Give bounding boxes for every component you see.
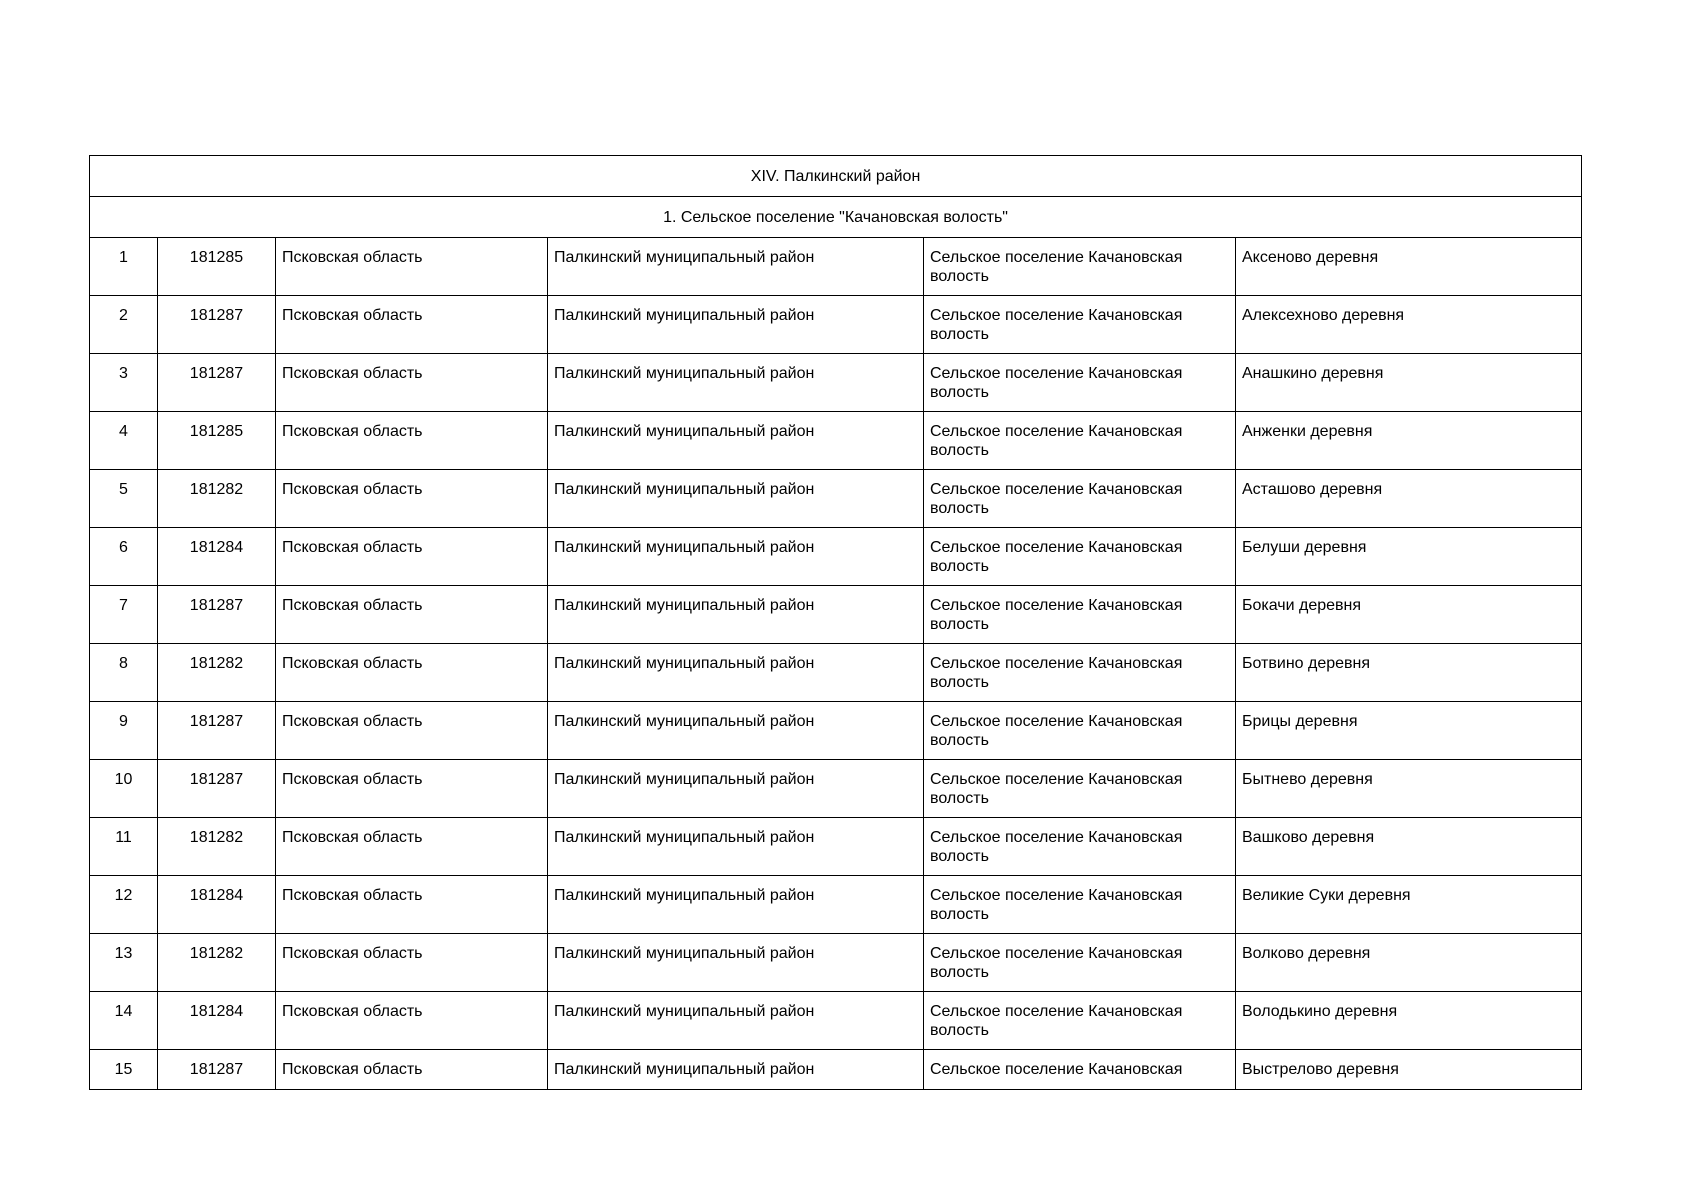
district-cell: Палкинский муниципальный район [548,760,924,818]
subsection-title: 1. Сельское поселение "Качановская волость" [90,197,1582,238]
locality-cell: Ботвино деревня [1236,644,1582,702]
table-row [90,992,1582,1050]
table-row [90,644,1582,702]
region-cell: Псковская область [276,238,548,296]
region-cell: Псковская область [276,644,548,702]
locality-cell: Алексехново деревня [1236,296,1582,354]
settlement-cell: Сельское поселение Качановская волость [924,470,1236,528]
settlement-cell: Сельское поселение Качановская волость [924,992,1236,1050]
region-cell: Псковская область [276,760,548,818]
row-number: 6 [90,528,158,586]
settlement-cell: Сельское поселение Качановская волость [924,760,1236,818]
locality-cell: Вашково деревня [1236,818,1582,876]
table-row [90,412,1582,470]
settlement-cell: Сельское поселение Качановская волость [924,586,1236,644]
settlement-cell: Сельское поселение Качановская волость [924,644,1236,702]
postal-index: 181287 [158,1050,276,1090]
table-row [90,702,1582,760]
region-cell: Псковская область [276,1050,548,1090]
region-cell: Псковская область [276,992,548,1050]
district-cell: Палкинский муниципальный район [548,354,924,412]
locality-cell: Бокачи деревня [1236,586,1582,644]
district-cell: Палкинский муниципальный район [548,644,924,702]
settlement-table [89,155,1582,1090]
locality-cell: Брицы деревня [1236,702,1582,760]
locality-cell: Анашкино деревня [1236,354,1582,412]
locality-cell: Выстрелово деревня [1236,1050,1582,1090]
district-cell: Палкинский муниципальный район [548,238,924,296]
postal-index: 181287 [158,296,276,354]
table-row [90,470,1582,528]
postal-index: 181282 [158,818,276,876]
postal-index: 181285 [158,238,276,296]
postal-index: 181284 [158,528,276,586]
row-number: 13 [90,934,158,992]
district-cell: Палкинский муниципальный район [548,528,924,586]
district-cell: Палкинский муниципальный район [548,412,924,470]
table-row [90,586,1582,644]
table-row [90,354,1582,412]
postal-index: 181284 [158,876,276,934]
region-cell: Псковская область [276,354,548,412]
row-number: 4 [90,412,158,470]
postal-index: 181287 [158,760,276,818]
region-cell: Псковская область [276,412,548,470]
locality-cell: Белуши деревня [1236,528,1582,586]
district-cell: Палкинский муниципальный район [548,934,924,992]
locality-cell: Аксеново деревня [1236,238,1582,296]
postal-index: 181287 [158,354,276,412]
row-number: 8 [90,644,158,702]
table-row [90,818,1582,876]
region-cell: Псковская область [276,586,548,644]
postal-index: 181285 [158,412,276,470]
row-number: 3 [90,354,158,412]
district-cell: Палкинский муниципальный район [548,992,924,1050]
table-row [90,238,1582,296]
district-cell: Палкинский муниципальный район [548,296,924,354]
district-cell: Палкинский муниципальный район [548,702,924,760]
row-number: 11 [90,818,158,876]
settlement-cell: Сельское поселение Качановская волость [924,818,1236,876]
district-cell: Палкинский муниципальный район [548,876,924,934]
locality-cell: Бытнево деревня [1236,760,1582,818]
locality-cell: Великие Суки деревня [1236,876,1582,934]
postal-index: 181282 [158,470,276,528]
region-cell: Псковская область [276,818,548,876]
district-cell: Палкинский муниципальный район [548,818,924,876]
settlement-cell: Сельское поселение Качановская волость [924,876,1236,934]
row-number: 12 [90,876,158,934]
subsection-heading-row [90,197,1582,238]
settlement-cell: Сельское поселение Качановская волость [924,412,1236,470]
postal-index: 181282 [158,934,276,992]
row-number: 15 [90,1050,158,1090]
section-title: XIV. Палкинский район [90,156,1582,197]
settlement-cell: Сельское поселение Качановская волость [924,934,1236,992]
row-number: 7 [90,586,158,644]
region-cell: Псковская область [276,470,548,528]
row-number: 9 [90,702,158,760]
row-number: 2 [90,296,158,354]
section-heading-row [90,156,1582,197]
district-cell: Палкинский муниципальный район [548,470,924,528]
postal-index: 181282 [158,644,276,702]
settlement-cell: Сельское поселение Качановская волость [924,354,1236,412]
settlement-cell: Сельское поселение Качановская [924,1050,1236,1090]
row-number: 14 [90,992,158,1050]
region-cell: Псковская область [276,296,548,354]
row-number: 10 [90,760,158,818]
table-row [90,934,1582,992]
locality-cell: Асташово деревня [1236,470,1582,528]
settlement-cell: Сельское поселение Качановская волость [924,296,1236,354]
district-cell: Палкинский муниципальный район [548,1050,924,1090]
row-number: 1 [90,238,158,296]
locality-cell: Анженки деревня [1236,412,1582,470]
table-row [90,1050,1582,1090]
table-row [90,528,1582,586]
table-row [90,760,1582,818]
postal-index: 181287 [158,702,276,760]
row-number: 5 [90,470,158,528]
region-cell: Псковская область [276,934,548,992]
table-row [90,876,1582,934]
locality-cell: Володькино деревня [1236,992,1582,1050]
district-cell: Палкинский муниципальный район [548,586,924,644]
table-row [90,296,1582,354]
region-cell: Псковская область [276,702,548,760]
region-cell: Псковская область [276,528,548,586]
postal-index: 181284 [158,992,276,1050]
region-cell: Псковская область [276,876,548,934]
postal-index: 181287 [158,586,276,644]
settlement-cell: Сельское поселение Качановская волость [924,702,1236,760]
locality-cell: Волково деревня [1236,934,1582,992]
settlement-cell: Сельское поселение Качановская волость [924,528,1236,586]
settlement-cell: Сельское поселение Качановская волость [924,238,1236,296]
